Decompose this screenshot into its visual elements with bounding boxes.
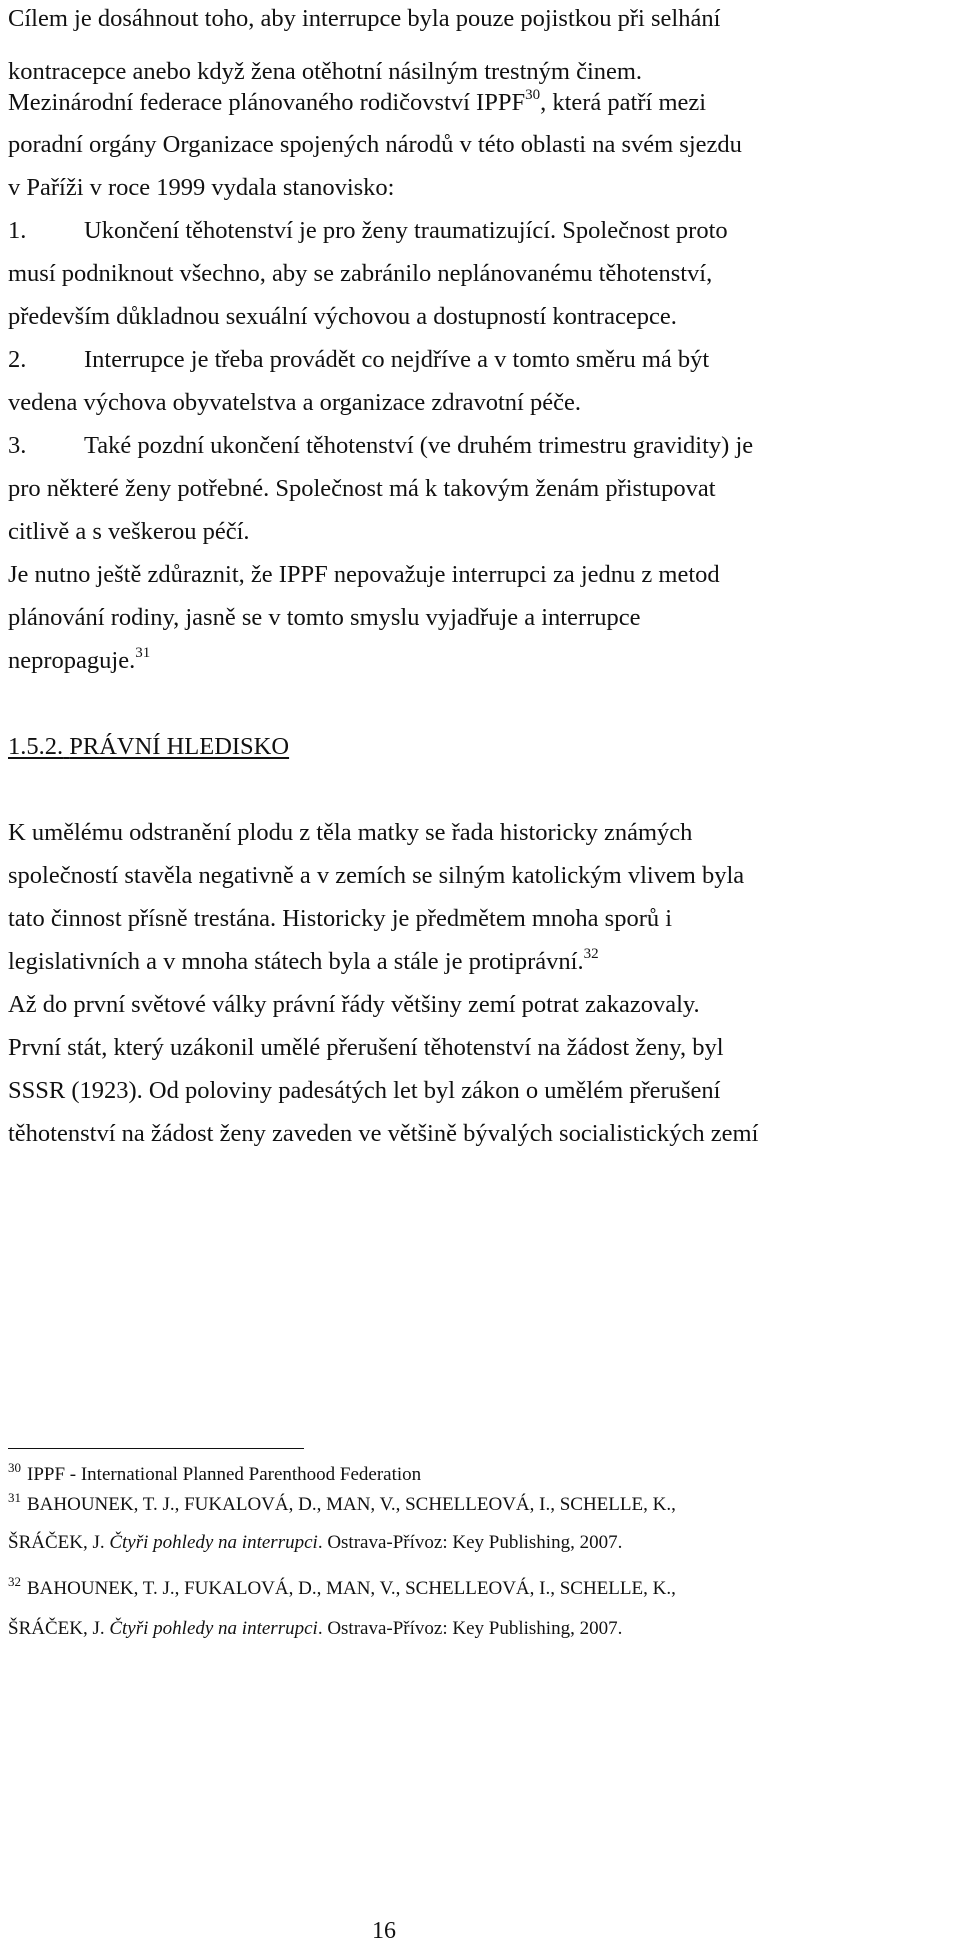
footnote-continuation: ŠRÁČEK, J. Čtyři pohledy na interrupci. Ostrava-Přívoz: Key Publishing, 2007. <box>8 1532 623 1553</box>
book-title: Čtyři pohledy na interrupci <box>109 1532 318 1553</box>
text-line: nepropaguje.$^{31}$ <box>8 645 151 674</box>
text-line: K umělému odstranění plodu z těla matky se řada historicky známých <box>8 819 693 846</box>
text-line: Cílem je dosáhnout toho, aby interrupce byla pouze pojistkou při selhání <box>8 5 721 32</box>
footnote-ref: 30 <box>525 87 541 103</box>
text-line: První stát, který uzákonil umělé přerušení těhotenství na žádost ženy, byl <box>8 1034 724 1061</box>
footnote-ref: 31 <box>135 645 151 661</box>
text-line: Mezinárodní federace plánovaného rodičovství IPPF$^{30}$, která patří mezi <box>8 87 707 116</box>
text-line: musí podniknout všechno, aby se zabránilo neplánovanému těhotenství, <box>8 260 713 287</box>
text-line: těhotenství na žádost ženy zaveden ve většině bývalých socialistických zemí <box>8 1120 759 1147</box>
section-title: PRÁVNÍ HLEDISKO <box>69 733 290 760</box>
text-line: kontracepce anebo když žena otěhotní násilným trestným činem. <box>8 58 643 85</box>
footnote: $^{30}$ IPPF - International Planned Parenthood Federation <box>8 1460 422 1485</box>
list-item: 3. Také pozdní ukončení těhotenství (ve druhém trimestru gravidity) je <box>8 419 753 473</box>
footnote: $^{32}$ BAHOUNEK, T. J., FUKALOVÁ, D., MAN, V., SCHELLEOVÁ, I., SCHELLE, K., <box>8 1574 676 1599</box>
list-number: 3. <box>8 432 27 459</box>
footnote-number: 32 <box>8 1574 21 1589</box>
section-number: 1.5.2. <box>8 733 64 760</box>
text-line: citlivě a s veškerou péčí. <box>8 518 250 545</box>
page-number: 16 <box>372 1918 396 1944</box>
book-title: Čtyři pohledy na interrupci <box>109 1618 318 1639</box>
list-item: 1. Ukončení těhotenství je pro ženy traumatizující. Společnost proto <box>8 204 728 258</box>
footnote-divider <box>8 1448 304 1449</box>
text-line: tato činnost přísně trestána. Historicky je předmětem mnoha sporů i <box>8 905 673 932</box>
list-number: 2. <box>8 346 27 373</box>
footnote: $^{31}$ BAHOUNEK, T. J., FUKALOVÁ, D., MAN, V., SCHELLEOVÁ, I., SCHELLE, K., <box>8 1490 676 1515</box>
footnote-continuation: ŠRÁČEK, J. Čtyři pohledy na interrupci. Ostrava-Přívoz: Key Publishing, 2007. <box>8 1618 623 1639</box>
text-line: Až do první světové války právní řády většiny zemí potrat zakazovaly. <box>8 991 700 1018</box>
text-line: pro některé ženy potřebné. Společnost má k takovým ženám přistupovat <box>8 475 716 502</box>
footnote-ref: 32 <box>583 946 599 962</box>
text-line: poradní orgány Organizace spojených národů v této oblasti na svém sjezdu <box>8 131 742 158</box>
footnote-number: 30 <box>8 1460 21 1475</box>
list-number: 1. <box>8 217 27 244</box>
list-item: 2. Interrupce je třeba provádět co nejdříve a v tomto směru má být <box>8 333 709 387</box>
text-line: především důkladnou sexuální výchovou a dostupností kontracepce. <box>8 303 677 330</box>
text-line: SSSR (1923). Od poloviny padesátých let byl zákon o umělém přerušení <box>8 1077 721 1104</box>
text-line: plánování rodiny, jasně se v tomto smyslu vyjadřuje a interrupce <box>8 604 641 631</box>
footnote-number: 31 <box>8 1490 21 1505</box>
text-line: vedena výchova obyvatelstva a organizace zdravotní péče. <box>8 389 581 416</box>
text-line: společností stavěla negativně a v zemích se silným katolickým vlivem byla <box>8 862 745 889</box>
text-line: Je nutno ještě zdůraznit, že IPPF nepovažuje interrupci za jednu z metod <box>8 561 720 588</box>
text-line: v Paříži v roce 1999 vydala stanovisko: <box>8 174 395 201</box>
section-heading <box>8 720 289 774</box>
text-line: legislativních a v mnoha státech byla a stále je protiprávní.$^{32}$ <box>8 946 599 975</box>
